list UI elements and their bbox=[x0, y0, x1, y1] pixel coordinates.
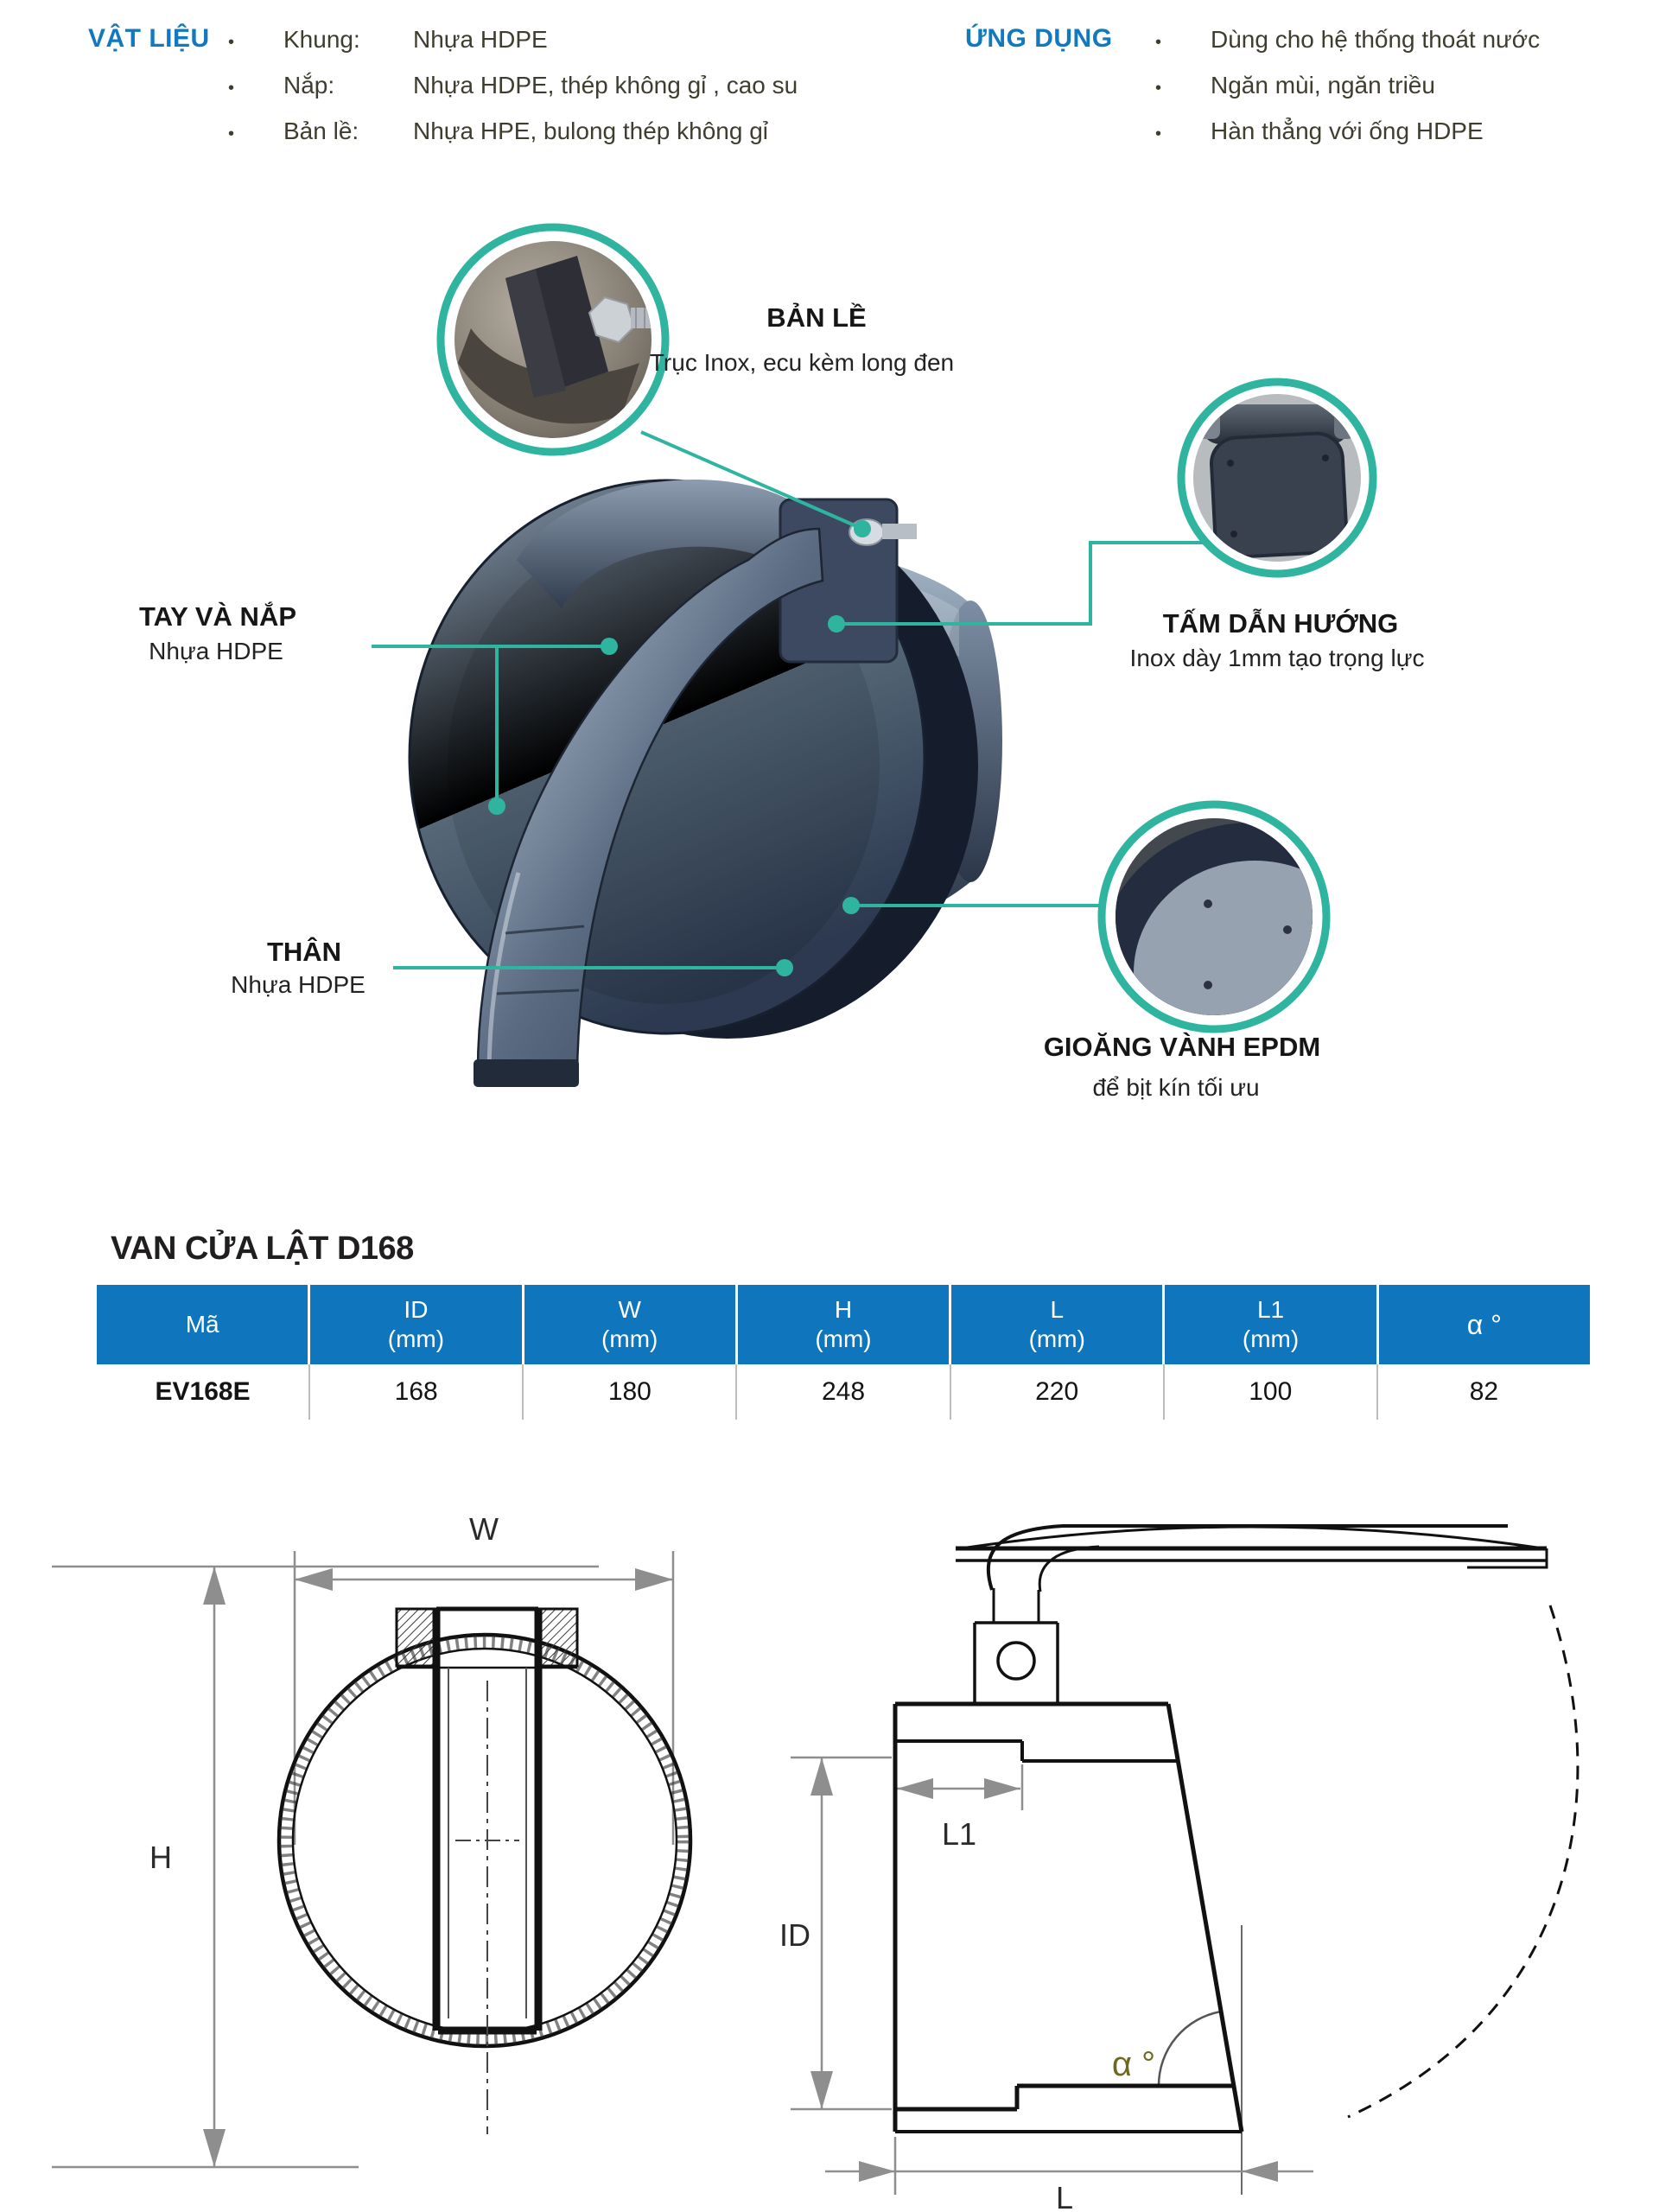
table-row bbox=[97, 1364, 1590, 1420]
table-header-row bbox=[97, 1285, 1590, 1364]
material-value: Nhựa HDPE, thép không gỉ , cao su bbox=[413, 72, 798, 99]
dim-label-w: W bbox=[469, 1511, 499, 1547]
bullet-icon: • bbox=[228, 124, 235, 143]
application-item bbox=[1155, 72, 1435, 99]
dim-label-l1: L1 bbox=[941, 1816, 977, 1852]
col-header-id: ID (mm) bbox=[308, 1285, 521, 1364]
cell-l: 220 bbox=[950, 1364, 1163, 1420]
side-dimension-lines bbox=[791, 1758, 1313, 2195]
product-table bbox=[97, 1285, 1590, 1420]
front-view-drawing bbox=[52, 1511, 690, 2167]
front-dimension-lines bbox=[52, 1551, 673, 2167]
col-header-l1: L1 (mm) bbox=[1162, 1285, 1376, 1364]
col-header-alpha: α ° bbox=[1376, 1285, 1590, 1364]
dim-label-l: L bbox=[1055, 2180, 1074, 2212]
side-view-part bbox=[895, 1526, 1578, 2132]
cell-l1: 100 bbox=[1163, 1364, 1376, 1420]
product-table-title: VAN CỬA LẬT D168 bbox=[111, 1230, 414, 1267]
angle-arc bbox=[1159, 2012, 1221, 2086]
cell-id: 168 bbox=[308, 1364, 522, 1420]
material-value: Nhựa HDPE bbox=[413, 26, 548, 53]
cell-w: 180 bbox=[522, 1364, 735, 1420]
bullet-icon: • bbox=[1155, 79, 1162, 98]
dim-label-alpha: α ° bbox=[1111, 2045, 1156, 2083]
materials-item bbox=[228, 118, 768, 145]
cell-h: 248 bbox=[735, 1364, 949, 1420]
cell-alpha: 82 bbox=[1376, 1364, 1590, 1420]
callout-hinge-title: BẢN LỀ bbox=[766, 302, 867, 333]
materials-item bbox=[228, 26, 548, 54]
technical-drawings bbox=[0, 1469, 1659, 2212]
callout-guide-title: TẤM DẪN HƯỚNG bbox=[1162, 608, 1399, 639]
material-label: Bản lề: bbox=[283, 118, 359, 144]
hinge-photo-circle bbox=[441, 227, 676, 452]
callout-body-desc: Nhựa HDPE bbox=[231, 971, 365, 998]
application-item bbox=[1155, 118, 1484, 145]
col-header-h: H (mm) bbox=[735, 1285, 949, 1364]
callout-hinge-desc: Trục Inox, ecu kèm long đen bbox=[649, 349, 955, 376]
col-header-ma: Mã bbox=[185, 1311, 219, 1338]
materials-item bbox=[228, 72, 798, 99]
callout-handle-desc: Nhựa HDPE bbox=[149, 638, 283, 664]
front-view-part bbox=[279, 1609, 690, 2134]
dim-label-id: ID bbox=[779, 1917, 810, 1953]
material-label: Khung: bbox=[283, 26, 360, 53]
callout-handle-title: TAY VÀ NẮP bbox=[138, 601, 297, 632]
guide-plate-photo-circle bbox=[1181, 382, 1373, 574]
materials-title: VẬT LIỆU bbox=[88, 24, 210, 53]
bullet-icon: • bbox=[1155, 124, 1162, 143]
material-label: Nắp: bbox=[283, 72, 335, 99]
side-view-drawing bbox=[779, 1526, 1578, 2212]
col-header-w: W (mm) bbox=[522, 1285, 735, 1364]
cell-code: EV168E bbox=[155, 1377, 251, 1406]
callout-body-title: THÂN bbox=[266, 937, 342, 967]
dim-label-h: H bbox=[149, 1840, 172, 1875]
callout-gasket-desc: để bịt kín tối ưu bbox=[1092, 1074, 1260, 1101]
applications-title: ỨNG DỤNG bbox=[965, 24, 1113, 53]
callout-gasket-title: GIOĂNG VÀNH EPDM bbox=[1043, 1032, 1321, 1062]
callout-guide-desc: Inox dày 1mm tạo trọng lực bbox=[1129, 645, 1425, 671]
col-header-l: L (mm) bbox=[949, 1285, 1162, 1364]
application-value: Dùng cho hệ thống thoát nước bbox=[1211, 26, 1541, 53]
application-value: Hàn thẳng với ống HDPE bbox=[1211, 118, 1484, 144]
bullet-icon: • bbox=[228, 79, 235, 98]
bullet-icon: • bbox=[228, 33, 235, 52]
material-value: Nhựa HPE, bulong thép không gỉ bbox=[413, 118, 769, 144]
bullet-icon: • bbox=[1155, 33, 1162, 52]
application-value: Ngăn mùi, ngăn triều bbox=[1211, 72, 1435, 99]
application-item bbox=[1155, 26, 1540, 54]
gasket-photo-circle bbox=[1097, 804, 1405, 1113]
side-dimension-arrows bbox=[810, 1758, 1278, 2182]
